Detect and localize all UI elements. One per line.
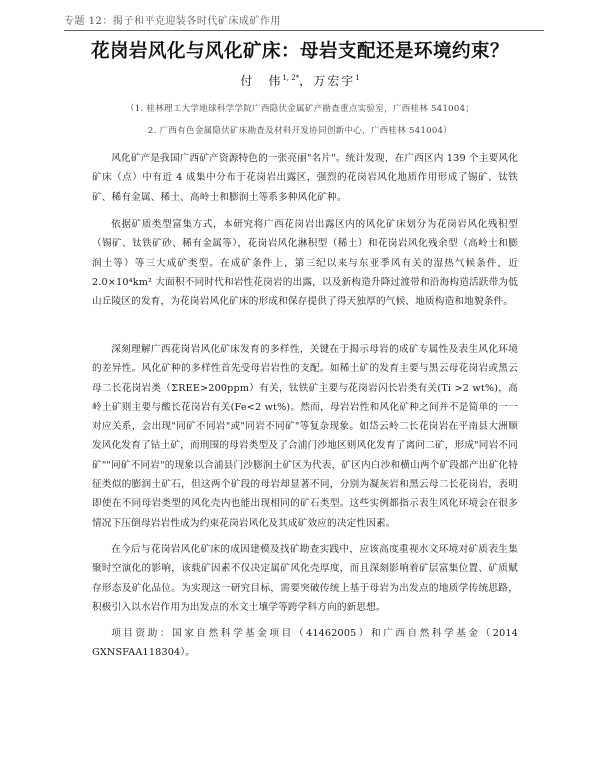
running-header: 专题 12：揭子和平克迎装各时代矿床成矿作用 bbox=[64, 12, 544, 31]
paragraph-3: 深刻理解广西花岗岩风化矿床发育的多样性，关键在于揭示母岩的成矿专属性及表生风化环境的差异性。风化矿种的多样性首先受母岩岩性的支配。如稀土矿的发育主要与黑云母花岗岩或黑云母二长花岗岩类（ΣREE>200ppm）有关，钛铁矿主要与花岗岩闪长岩类有关(Ti >2 wt%)，高岭土矿则主要与酸长花岗岩有关(Fe<2 wt%)。然而，母岩岩性和风化矿种之间并不是简单的一一对应关系，会出现"同矿不同岩"或"同岩不同矿"等复杂现象。如岱云岭二长花岗岩在平南县大洲顺发风化发育了钴土矿，而刑围的母岩类型及了合浦门沙地区则风化发育了离问二矿，形成"同岩不同矿""同矿不同岩"的现象以合浦县门沙膨润土矿区为代表，矿区内白沙和横山两个矿段都产出矿化特征类似的膨润土矿石，但这两个矿段的母岩却显著不同，分别为凝灰岩和黑云母二长花岗岩，表明即使在不同母岩类型的风化壳内也能出现相同的矿石类型。这些实例都指示表生风化环境会在很多情况下压倒母岩岩性成为约束花岗岩风化及其成矿效应的决定性因素。 bbox=[92, 344, 518, 529]
affiliation-1: （1. 桂林理工大学地球科学学院广西隐伏金属矿产勘查重点实验室，广西桂林 541004； bbox=[125, 104, 475, 114]
paper-title: 花岗岩风化与风化矿床：母岩支配还是环境约束？ bbox=[90, 41, 509, 62]
paragraph-1: 风化矿产是我国广西矿产资源特色的一张亮丽"名片"。统计发现，在广西区内 139 个主要风化矿床（点）中有近 4 成集中分布于花岗岩出露区，强烈的花岗岩风化地质作用形成了锡矿、钛铁矿、稀有金属、稀土、高岭土和膨润土等系多种风化矿种。 bbox=[92, 153, 518, 203]
author-name: 付 伟 bbox=[240, 74, 283, 88]
paragraph-2: 依据矿质类型富集方式，本研究将广西花岗岩出露区内的风化矿床划分为花岗岩风化残积型（锡矿、钛铁矿砂、稀有金属等），花岗岩风化淋积型（稀土）和花岗岩风化残余型（高岭土和膨润土等）等三大成矿类型。在成矿条件上，第三纪以来与东亚季风有关的湿热气候条件，近 2.0×10⁴km² 大面积不同时代和岩性花岗岩的出露，以及新构造升降过渡带和沿海构造活跃带为低山丘陵区的发育，为花岗岩风化矿床的形成和保存提供了得天独厚的气候、地质构造和地貌条件。 bbox=[92, 219, 518, 308]
affiliation-2: 2. 广西有色金属隐伏矿床勘查及材料开发协同创新中心，广西桂林 541004） bbox=[147, 126, 453, 136]
author-line: 付 伟$^{1, 2*}$，万宏宇$^1$ bbox=[240, 74, 360, 88]
author-affiliation-mark: 1, 2* bbox=[282, 74, 300, 82]
paragraph-4: 在今后与花岗岩风化矿床的成因建模及找矿勘查实践中，应该高度重视水文环境对矿质表生集聚时空演化的影响，该载矿因素不仅决定属矿风化壳厚度，而且深刻影响着矿层富集位置、矿质赋存形态及矿化品位。为实现这一研究目标，需要突破传统上基于母岩为出发点的地质学传统思路，积极引入以水岩作用为出发点的水文土壤学等跨学科方向的新思想。 bbox=[92, 544, 518, 613]
author-affiliation-mark: 1 bbox=[355, 74, 360, 82]
author-name: 万宏宇 bbox=[313, 74, 356, 88]
funding-note: 项目资助：国家自然科学基金项目（41462005）和广西自然科学基金（2014 GXNSFAA118304）。 bbox=[92, 628, 518, 659]
